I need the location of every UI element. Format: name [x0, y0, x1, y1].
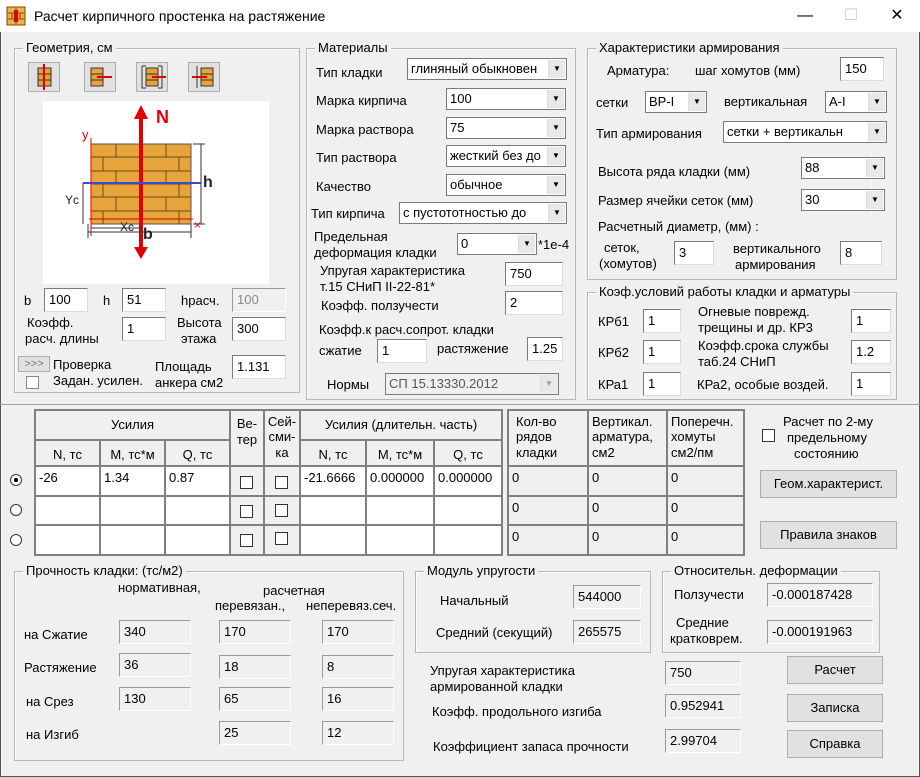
row2-q-cell[interactable]: [165, 496, 230, 525]
check-label-1: Проверка: [53, 357, 112, 372]
masonry-type-label: Тип кладки: [316, 65, 383, 80]
reinf-elastic-label-2: армированной кладки: [430, 679, 563, 694]
strength-bond-header: перевязан.,: [215, 598, 286, 613]
close-button[interactable]: ✕: [890, 7, 904, 24]
ties-label-1: Поперечн.: [671, 414, 734, 429]
initial-modulus-value: 544000: [573, 585, 641, 609]
mesh-diameter-input[interactable]: 3: [674, 241, 714, 265]
vert-rebar-label-3: см2: [592, 445, 615, 460]
y-axis-label: y: [82, 127, 89, 142]
h-label: h: [103, 293, 111, 308]
second-state-label-3: состоянию: [794, 446, 859, 461]
wall-section-button[interactable]: [28, 62, 60, 92]
compression-label: сжатие: [319, 343, 362, 358]
row1-q-cell[interactable]: 0.87: [165, 466, 230, 496]
help-button[interactable]: Справка: [787, 730, 883, 758]
compression-norm-value: 340: [119, 620, 191, 644]
creep-deformation-value: -0.000187428: [767, 583, 873, 607]
service-life-label-2: таб.24 СНиП: [698, 354, 776, 369]
wall-right-arrow-button[interactable]: [84, 62, 116, 92]
vertical-steel-label: вертикальная: [724, 94, 808, 109]
row3-q-cell[interactable]: [165, 525, 230, 555]
anchor-area-label-2: анкера см2: [155, 375, 224, 390]
coef-length-input[interactable]: 1: [122, 317, 166, 341]
chevron-down-icon: ▼: [688, 93, 705, 111]
tension-nobond-value: 8: [322, 655, 394, 679]
row2-vert-cell: 0: [588, 496, 667, 525]
row2-seismic-checkbox[interactable]: [275, 504, 288, 517]
row3-ln-cell[interactable]: [300, 525, 366, 555]
shear-nobond-value: 16: [322, 687, 394, 711]
col-n-label: N, тс: [53, 447, 82, 462]
strength-title: Прочность кладки: (тс/м2): [23, 563, 186, 578]
hcalc-label: hрасч.: [181, 293, 220, 308]
service-life-label-1: Коэфф.срока службы: [698, 338, 829, 353]
wall-bracket-icon: [137, 63, 167, 91]
mesh-label: сетки: [596, 95, 629, 110]
col-m-label: M, тс*м: [110, 447, 155, 462]
second-state-label-1: Расчет по 2-му: [783, 414, 873, 429]
bending-strength-label: на Изгиб: [26, 727, 79, 742]
compression-bond-value: 170: [219, 620, 291, 644]
step-label: шаг хомутов (мм): [695, 63, 801, 78]
brick-type-select[interactable]: с пустототностью до ▼: [399, 202, 567, 224]
elastic-char-input[interactable]: 750: [505, 262, 563, 286]
chevron-down-icon: ▼: [540, 375, 557, 393]
row2-ties-cell: 0: [667, 496, 744, 525]
wall-left-arrow-icon: [189, 63, 219, 91]
chevron-down-icon: ▼: [547, 90, 564, 108]
anchor-area-label-1: Площадь: [155, 359, 212, 374]
second-state-label-2: предельному: [787, 430, 867, 445]
xc-label: Xc: [120, 220, 135, 234]
floor-height-input[interactable]: 300: [232, 317, 286, 341]
kr1-input[interactable]: 1: [643, 309, 681, 333]
row3-radio[interactable]: [10, 534, 22, 546]
minimize-button[interactable]: —: [797, 7, 813, 24]
row2-ln-cell[interactable]: [300, 496, 366, 525]
row1-lq-cell[interactable]: 0.000000: [434, 466, 502, 496]
strength-calc-header: расчетная: [263, 583, 325, 598]
mortar-grade-select[interactable]: 75 ▼: [446, 117, 566, 139]
wall-right-arrow-icon: [85, 63, 115, 91]
mortar-grade-label: Марка раствора: [316, 122, 414, 137]
geometry-characteristics-button[interactable]: Геом.характерист.: [760, 470, 897, 498]
tension-strength-label: Растяжение: [24, 660, 97, 675]
forces-header-label: Усилия: [110, 417, 155, 432]
floor-height-label-2: этажа: [181, 331, 217, 346]
deformation-select[interactable]: 0 ▼: [457, 233, 537, 255]
row1-ln-cell[interactable]: -21.6666: [300, 466, 366, 496]
row3-ties-cell: 0: [667, 525, 744, 555]
calculate-button[interactable]: Расчет: [787, 656, 883, 684]
creep-deformation-label: Ползучести: [674, 587, 744, 602]
resist-coef-label: Коэфф.к расч.сопрот. кладки: [319, 322, 494, 337]
anchor-area-input[interactable]: 1.131: [232, 355, 286, 379]
vertical-steel-select[interactable]: A-I ▼: [825, 91, 887, 113]
row1-vert-cell: 0: [588, 466, 667, 496]
row2-wind-checkbox[interactable]: [240, 505, 253, 518]
safety-factor-label: Коэффициент запаса прочности: [433, 739, 629, 754]
shear-bond-value: 65: [219, 687, 291, 711]
b-dim-label: b: [143, 226, 153, 243]
col-q-label: Q, тс: [182, 447, 213, 462]
check-expand-button[interactable]: >>>: [18, 356, 50, 372]
tension-norm-value: 36: [119, 653, 191, 677]
n-force-label: N: [156, 107, 169, 127]
norms-label: Нормы: [327, 377, 370, 392]
mesh-cell-select[interactable]: 30 ▼: [801, 189, 885, 211]
seismic-header-label-1: Сей-: [267, 414, 297, 429]
col-lm-label: M, тс*м: [377, 447, 423, 462]
compression-input[interactable]: 1: [377, 339, 427, 363]
rows-count-label-1: Кол-во: [516, 414, 557, 429]
vert-rebar-label-1: Вертикал.: [592, 414, 653, 429]
reinf-type-label: Тип армирования: [596, 126, 702, 141]
b-input[interactable]: 100: [44, 288, 88, 312]
hcalc-input: 100: [232, 288, 286, 312]
vertical-diameter-label-1: вертикального: [733, 241, 821, 256]
row1-ties-cell: 0: [667, 466, 744, 496]
tension-input[interactable]: 1.25: [527, 337, 563, 361]
row-height-label: Высота ряда кладки (мм): [598, 164, 751, 179]
mean-modulus-label: Средний (секущий): [436, 625, 553, 640]
wall-bracket-button[interactable]: [136, 62, 168, 92]
reinf-result-grid: [507, 409, 745, 556]
rebar-label: Арматура:: [607, 63, 670, 78]
row1-wind-checkbox[interactable]: [240, 476, 253, 489]
chevron-down-icon: ▼: [548, 204, 565, 222]
kr1-label: КРб1: [598, 314, 629, 329]
kr2-label: КРб2: [598, 345, 629, 360]
coef-length-label-1: Коэфф.: [27, 315, 74, 330]
section-diagram: [43, 101, 269, 284]
second-state-checkbox[interactable]: [762, 429, 775, 442]
col-lq-label: Q, тс: [453, 447, 483, 462]
mesh-cell-label: Размер ячейки сеток (мм): [598, 193, 754, 208]
b-label: b: [24, 293, 32, 308]
check-label-2: Задан. усилен.: [53, 373, 144, 388]
buckling-coef-label: Коэфф. продольного изгиба: [432, 704, 602, 719]
quality-select[interactable]: обычное ▼: [446, 174, 566, 196]
creep-coef-input[interactable]: 2: [505, 291, 563, 315]
brick-grade-select[interactable]: 100 ▼: [446, 88, 566, 110]
col-ln-label: N, тс: [318, 447, 348, 462]
short-deformation-label-1: Средние: [676, 615, 729, 630]
row2-lm-cell[interactable]: [366, 496, 434, 525]
wall-section-icon: [29, 63, 59, 91]
row3-wind-checkbox[interactable]: [240, 534, 253, 547]
kr3-label-2: трещины и др. КР3: [698, 320, 813, 335]
ka2-label: КРа2, особые воздей.: [697, 377, 829, 392]
tension-bond-value: 18: [219, 655, 291, 679]
mean-modulus-value: 265575: [573, 620, 641, 644]
elastic-char-label-1: Упругая характеристика: [320, 263, 465, 278]
chevron-down-icon: ▼: [547, 119, 564, 137]
geometry-title: Геометрия, см: [23, 40, 116, 55]
h-input[interactable]: 51: [122, 288, 166, 312]
ka2-input[interactable]: 1: [851, 372, 891, 396]
chevron-down-icon: ▼: [547, 147, 564, 165]
row2-n-cell[interactable]: [35, 496, 100, 525]
long-forces-header-label: Усилия (длительн. часть): [324, 417, 478, 432]
kr3-input[interactable]: 1: [851, 309, 891, 333]
row1-seismic-checkbox[interactable]: [275, 476, 288, 489]
wind-header-label-1: Ве-: [236, 416, 258, 431]
mesh-diameter-label-2: (хомутов): [599, 256, 657, 271]
row3-m-cell[interactable]: [100, 525, 165, 555]
chevron-down-icon: ▼: [547, 176, 564, 194]
app-brick-icon: [6, 6, 26, 26]
row3-lq-cell[interactable]: [434, 525, 502, 555]
row2-radio[interactable]: [10, 504, 22, 516]
mesh-diameter-label-1: сеток,: [604, 240, 640, 255]
initial-modulus-label: Начальный: [440, 593, 509, 608]
shear-strength-label: на Срез: [26, 694, 74, 709]
reinf-type-select[interactable]: сетки + вертикальн ▼: [723, 121, 887, 143]
compression-strength-label: на Сжатие: [24, 627, 88, 642]
reinf-elastic-label-1: Упругая характеристика: [430, 663, 575, 678]
vertical-diameter-input[interactable]: 8: [840, 241, 882, 265]
ka1-label: КРа1: [598, 377, 629, 392]
chevron-down-icon: ▼: [868, 93, 885, 111]
ka1-input[interactable]: 1: [643, 372, 681, 396]
window-title: Расчет кирпичного простенка на растяжение: [34, 8, 326, 24]
buckling-coef-value: 0.952941: [665, 694, 741, 718]
floor-height-label-1: Высота: [177, 315, 222, 330]
ties-label-3: см2/пм: [671, 445, 714, 460]
rows-count-label-2: рядов: [516, 429, 552, 444]
vert-rebar-label-2: арматура,: [592, 429, 653, 444]
wind-header-label-2: тер: [236, 432, 258, 447]
modulus-title: Модуль упругости: [424, 563, 538, 578]
row2-rows-cell: 0: [508, 496, 588, 525]
short-deformation-label-2: кратковрем.: [670, 631, 743, 646]
row3-seismic-checkbox[interactable]: [275, 532, 288, 545]
chevron-down-icon: ▼: [868, 123, 885, 141]
separator-line: [0, 404, 920, 405]
title-bar: [0, 0, 920, 32]
row1-m-cell[interactable]: 1.34: [100, 466, 165, 496]
wall-section-drawing: [43, 101, 269, 284]
tension-label: растяжение: [437, 341, 509, 356]
norms-select: СП 15.13330.2012 ▼: [385, 373, 559, 395]
row1-n-cell[interactable]: -26: [35, 466, 100, 496]
mesh-steel-select[interactable]: ВР-I ▼: [645, 91, 707, 113]
wall-left-arrow-button[interactable]: [188, 62, 220, 92]
quality-label: Качество: [316, 179, 371, 194]
h-dim-label: h: [203, 174, 213, 191]
service-life-input[interactable]: 1.2: [851, 340, 891, 364]
reinforcement-title: Характеристики армирования: [596, 40, 783, 55]
report-button[interactable]: Записка: [787, 694, 883, 722]
bending-bond-value: 25: [219, 721, 291, 745]
x-axis-mark: ×: [194, 218, 202, 232]
maximize-button: ☐: [843, 7, 859, 24]
brick-grade-label: Марка кирпича: [316, 93, 407, 108]
elastic-char-label-2: т.15 СНиП II-22-81*: [320, 279, 436, 294]
chevron-down-icon: ▼: [866, 191, 883, 209]
mortar-type-label: Тип раствора: [316, 150, 397, 165]
row1-rows-cell: 0: [508, 466, 588, 496]
chevron-down-icon: ▼: [518, 235, 535, 253]
kr3-label-1: Огневые поврежд.: [698, 304, 810, 319]
deformations-title: Относительн. деформации: [671, 563, 841, 578]
materials-title: Материалы: [315, 40, 391, 55]
deformation-label-2: деформация кладки: [314, 245, 437, 260]
check-forces-checkbox[interactable]: [26, 376, 39, 389]
reinf-elastic-value: 750: [665, 661, 741, 685]
yc-label: Yc: [65, 193, 80, 207]
mortar-type-select[interactable]: жесткий без до ▼: [446, 145, 566, 167]
row2-m-cell[interactable]: [100, 496, 165, 525]
row3-n-cell[interactable]: [35, 525, 100, 555]
strength-norm-header: нормативная,: [118, 580, 201, 595]
compression-nobond-value: 170: [322, 620, 394, 644]
seismic-header-label-3: ка: [275, 445, 289, 460]
short-deformation-value: -0.000191963: [767, 620, 873, 644]
vertical-diameter-label-2: армирования: [735, 257, 816, 272]
row3-rows-cell: 0: [508, 525, 588, 555]
coef-length-label-2: расч. длины: [25, 331, 99, 346]
row2-lq-cell[interactable]: [434, 496, 502, 525]
row3-lm-cell[interactable]: [366, 525, 434, 555]
safety-factor-value: 2.99704: [665, 729, 741, 753]
row1-radio[interactable]: [10, 474, 22, 486]
strength-nobond-header: неперевяз.сеч.: [306, 598, 397, 613]
shear-norm-value: 130: [119, 687, 191, 711]
brick-type-label: Тип кирпича: [311, 206, 385, 221]
kr2-input[interactable]: 1: [643, 340, 681, 364]
chevron-down-icon: ▼: [548, 60, 565, 78]
ties-label-2: хомуты: [671, 429, 716, 444]
row3-vert-cell: 0: [588, 525, 667, 555]
diameter-label: Расчетный диаметр, (мм) :: [598, 219, 759, 234]
deformation-label-1: Предельная: [314, 229, 388, 244]
conditions-title: Коэф.условий работы кладки и арматуры: [596, 284, 853, 299]
sign-rules-button[interactable]: Правила знаков: [760, 521, 897, 549]
creep-coef-label: Коэфф. ползучести: [321, 298, 439, 313]
seismic-header-label-2: сми-: [268, 429, 296, 444]
deformation-unit: *1e-4: [538, 237, 570, 252]
row-height-select[interactable]: 88 ▼: [801, 157, 885, 179]
row1-lm-cell[interactable]: 0.000000: [366, 466, 434, 496]
masonry-type-select[interactable]: глиняный обыкновен ▼: [407, 58, 567, 80]
rows-count-label-3: кладки: [516, 445, 558, 460]
forces-grid: [34, 409, 503, 556]
chevron-down-icon: ▼: [866, 159, 883, 177]
bending-nobond-value: 12: [322, 721, 394, 745]
step-input[interactable]: 150: [840, 57, 884, 81]
